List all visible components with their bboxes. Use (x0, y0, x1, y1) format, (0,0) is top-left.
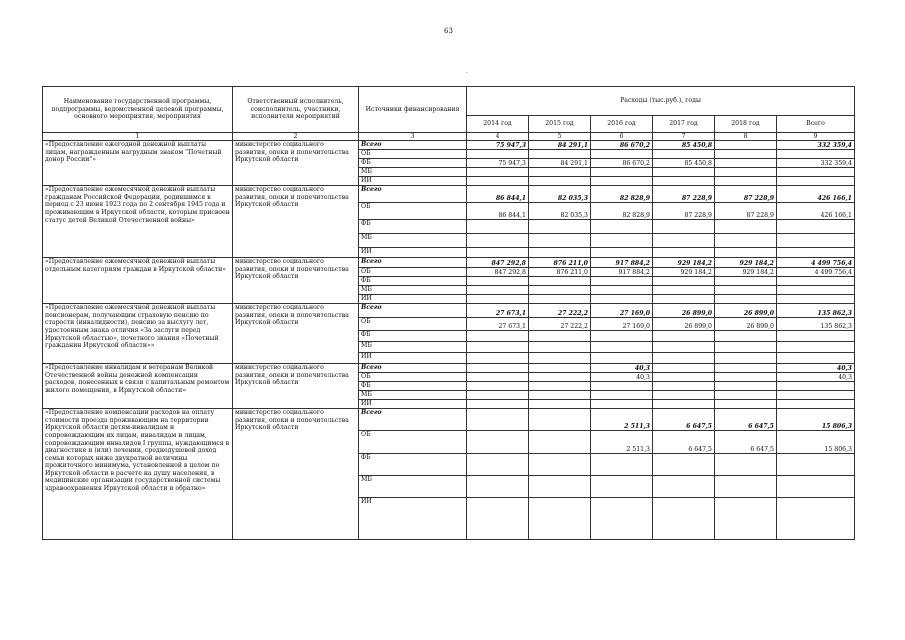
funding-source: МБ (359, 168, 467, 177)
amount-cell: 87 228,9 (653, 186, 715, 203)
amount-cell: 4 499 756,4 (777, 268, 855, 277)
amount-cell (591, 220, 653, 234)
amount-cell: 917 884,2 (591, 258, 653, 268)
amount-cell: 332 359,4 (777, 141, 855, 150)
amount-cell: 135 862,3 (777, 318, 855, 331)
amount-cell (591, 400, 653, 409)
funding-source: МБ (359, 234, 467, 248)
amount-cell (777, 331, 855, 342)
col-number: 3 (359, 133, 467, 141)
amount-cell (467, 373, 529, 382)
amount-cell: 40,3 (591, 373, 653, 382)
amount-cell (715, 373, 777, 382)
amount-cell: 876 211,0 (529, 268, 591, 277)
amount-cell (653, 150, 715, 159)
amount-cell: 6 647,5 (653, 431, 715, 454)
amount-cell: 15 806,3 (777, 431, 855, 454)
funding-source: ИИ (359, 400, 467, 409)
funding-source: ИИ (359, 177, 467, 186)
amount-cell (715, 168, 777, 177)
col-number: 2 (233, 133, 359, 141)
amount-cell (467, 353, 529, 364)
amount-cell (591, 286, 653, 295)
funding-source: ФБ (359, 382, 467, 391)
funding-source: ФБ (359, 331, 467, 342)
amount-cell (715, 234, 777, 248)
amount-cell: 75 947,3 (467, 159, 529, 168)
header-expenses: Расходы (тыс.руб.), годы (467, 87, 855, 116)
amount-cell: 847 292,8 (467, 268, 529, 277)
funding-source: ОБ (359, 150, 467, 159)
page-number: 63 (444, 27, 453, 35)
amount-cell (777, 286, 855, 295)
amount-cell (715, 141, 777, 150)
amount-cell (467, 498, 529, 540)
amount-cell (715, 382, 777, 391)
amount-cell (777, 400, 855, 409)
col-number: 1 (43, 133, 233, 141)
amount-cell (653, 295, 715, 304)
program-name: «Предоставление компенсации расходов на оплату стоимости проезда проживающим на территории Иркутской области детям-инвалидам и сопровождающим их лицам, инвалидам и лицам, сопровождающим инвалидов I группы, нуждающимся в диагностике и (или) лечении, среднедушевой доход семьи которых ниже двукратной величины прожиточного минимума, установленной в целом по Иркутской области в расчете на душу населения, в медицинские организации государственной системы здравоохранения Иркутской области и обратно» (43, 409, 233, 540)
amount-cell (715, 277, 777, 286)
amount-cell: 26 899,0 (715, 318, 777, 331)
amount-cell (529, 373, 591, 382)
amount-cell (529, 391, 591, 400)
amount-cell: 82 828,9 (591, 203, 653, 220)
program-name: «Предоставление ежемесячной денежной выплаты отдельным категориям граждан в Иркутской области» (43, 258, 233, 304)
table-row (43, 141, 855, 150)
amount-cell (591, 454, 653, 476)
amount-cell (529, 382, 591, 391)
amount-cell: 86 670,2 (591, 159, 653, 168)
amount-cell: 26 899,0 (715, 304, 777, 318)
amount-cell (715, 331, 777, 342)
amount-cell (653, 277, 715, 286)
amount-cell (529, 400, 591, 409)
amount-cell (529, 331, 591, 342)
funding-source: ИИ (359, 295, 467, 304)
amount-cell (653, 498, 715, 540)
amount-cell (715, 364, 777, 373)
amount-cell: 75 947,3 (467, 141, 529, 150)
amount-cell: 929 184,2 (715, 258, 777, 268)
amount-cell (591, 476, 653, 498)
amount-cell (467, 431, 529, 454)
amount-cell (529, 364, 591, 373)
amount-cell (529, 295, 591, 304)
amount-cell (653, 248, 715, 258)
funding-source: ИИ (359, 248, 467, 258)
amount-cell (529, 454, 591, 476)
amount-cell (715, 286, 777, 295)
header-source: Источники финансирования (359, 87, 467, 133)
funding-source: Всего (359, 409, 467, 431)
amount-cell: 82 035,3 (529, 203, 591, 220)
amount-cell (653, 177, 715, 186)
amount-cell (653, 331, 715, 342)
amount-cell (777, 168, 855, 177)
amount-cell: 929 184,2 (653, 268, 715, 277)
amount-cell (591, 168, 653, 177)
executor: министерство социального развития, опеки и попечительства Иркутской области (233, 304, 359, 364)
funding-source: ФБ (359, 220, 467, 234)
amount-cell: 426 166,1 (777, 186, 855, 203)
amount-cell: 87 228,9 (715, 186, 777, 203)
amount-cell: 82 828,9 (591, 186, 653, 203)
funding-source: Всего (359, 364, 467, 373)
amount-cell (467, 295, 529, 304)
amount-cell (529, 248, 591, 258)
col-number: 5 (529, 133, 591, 141)
amount-cell (715, 248, 777, 258)
amount-cell (591, 353, 653, 364)
year-header: 2015 год (529, 116, 591, 133)
amount-cell (777, 248, 855, 258)
amount-cell (777, 498, 855, 540)
amount-cell (591, 391, 653, 400)
amount-cell (777, 277, 855, 286)
table-row (43, 409, 855, 431)
amount-cell (467, 177, 529, 186)
scan-mark: · (466, 70, 468, 77)
amount-cell (715, 220, 777, 234)
amount-cell (653, 476, 715, 498)
funding-source: Всего (359, 186, 467, 203)
col-number: 4 (467, 133, 529, 141)
amount-cell (653, 286, 715, 295)
amount-cell (529, 409, 591, 431)
amount-cell (715, 353, 777, 364)
amount-cell (653, 400, 715, 409)
funding-source: ОБ (359, 268, 467, 277)
column-number-row (43, 133, 855, 141)
executor: министерство социального развития, опеки и попечительства Иркутской области (233, 409, 359, 540)
amount-cell: 82 035,3 (529, 186, 591, 203)
program-name: «Предоставление ежемесячной денежной выплаты гражданам Российской Федерации, родившимся в период с 23 июня 1923 года по 2 сентября 1945 года и проживающим в Иркутской области, которым присвоен статус детей Великой Отечественной войны» (43, 186, 233, 258)
amount-cell (777, 476, 855, 498)
amount-cell (467, 286, 529, 295)
amount-cell (591, 248, 653, 258)
amount-cell: 27 169,0 (591, 318, 653, 331)
amount-cell (529, 353, 591, 364)
executor: министерство социального развития, опеки и попечительства Иркутской области (233, 141, 359, 186)
funding-source: МБ (359, 476, 467, 498)
amount-cell (467, 248, 529, 258)
amount-cell: 847 292,8 (467, 258, 529, 268)
year-header: 2017 год (653, 116, 715, 133)
amount-cell (529, 150, 591, 159)
col-number: 8 (715, 133, 777, 141)
amount-cell (467, 409, 529, 431)
col-number: 9 (777, 133, 855, 141)
amount-cell: 84 291,1 (529, 159, 591, 168)
amount-cell (529, 286, 591, 295)
program-name: «Предоставление ежегодной денежной выплаты лицам, награжденным нагрудным знаком "Почетный донор России"» (43, 141, 233, 186)
amount-cell: 2 511,3 (591, 431, 653, 454)
amount-cell (777, 391, 855, 400)
amount-cell (467, 400, 529, 409)
header-executor: Ответственный исполнитель, соисполнитель, участники, исполнители мероприятий (233, 87, 359, 133)
amount-cell: 27 673,1 (467, 318, 529, 331)
year-header: 2018 год (715, 116, 777, 133)
amount-cell: 85 450,8 (653, 141, 715, 150)
amount-cell (467, 476, 529, 498)
expenses-table (42, 86, 855, 540)
amount-cell (529, 220, 591, 234)
amount-cell: 86 844,1 (467, 186, 529, 203)
amount-cell: 332 359,4 (777, 159, 855, 168)
amount-cell (777, 454, 855, 476)
amount-cell: 6 647,5 (715, 431, 777, 454)
amount-cell: 84 291,1 (529, 141, 591, 150)
executor: министерство социального развития, опеки и попечительства Иркутской области (233, 258, 359, 304)
program-name: «Предоставление ежемесячной денежной выплаты пенсионерам, получающим страховую пенсию по старости (инвалидности), пенсию за выслугу лет, удостоенным знака отличия «За заслуги перед Иркутской областью», почетного звания «Почетный гражданин Иркутской области»» (43, 304, 233, 364)
funding-source: ОБ (359, 373, 467, 382)
amount-cell (653, 391, 715, 400)
amount-cell (591, 331, 653, 342)
funding-source: ОБ (359, 431, 467, 454)
amount-cell (529, 234, 591, 248)
amount-cell (777, 234, 855, 248)
amount-cell (467, 331, 529, 342)
amount-cell (715, 391, 777, 400)
amount-cell (777, 353, 855, 364)
amount-cell: 135 862,3 (777, 304, 855, 318)
amount-cell (715, 177, 777, 186)
amount-cell (467, 364, 529, 373)
funding-source: ИИ (359, 498, 467, 540)
amount-cell (653, 168, 715, 177)
amount-cell: 929 184,2 (653, 258, 715, 268)
amount-cell (653, 234, 715, 248)
amount-cell (653, 353, 715, 364)
funding-source: ФБ (359, 159, 467, 168)
amount-cell: 87 228,9 (715, 203, 777, 220)
amount-cell (715, 295, 777, 304)
table-row (43, 304, 855, 318)
amount-cell: 6 647,5 (653, 409, 715, 431)
amount-cell (529, 177, 591, 186)
total-header: Всего (777, 116, 855, 133)
amount-cell (467, 220, 529, 234)
amount-cell: 40,3 (591, 364, 653, 373)
amount-cell: 27 222,2 (529, 304, 591, 318)
amount-cell (467, 277, 529, 286)
amount-cell: 917 884,2 (591, 268, 653, 277)
amount-cell (715, 150, 777, 159)
funding-source: Всего (359, 141, 467, 150)
amount-cell: 876 211,0 (529, 258, 591, 268)
amount-cell: 86 844,1 (467, 203, 529, 220)
amount-cell: 15 806,3 (777, 409, 855, 431)
amount-cell: 6 647,5 (715, 409, 777, 431)
amount-cell: 27 169,0 (591, 304, 653, 318)
amount-cell (653, 373, 715, 382)
table-row (43, 364, 855, 373)
amount-cell (529, 431, 591, 454)
amount-cell (777, 220, 855, 234)
amount-cell (591, 234, 653, 248)
funding-source: МБ (359, 286, 467, 295)
funding-source: ОБ (359, 318, 467, 331)
amount-cell (467, 342, 529, 353)
amount-cell (467, 391, 529, 400)
program-name: «Предоставление инвалидам и ветеранам Великой Отечественной войны денежной компенсации расходов, понесенных в связи с капитальным ремонтом жилого помещения, в Иркутской области» (43, 364, 233, 409)
funding-source: ОБ (359, 203, 467, 220)
amount-cell (467, 454, 529, 476)
amount-cell (777, 382, 855, 391)
amount-cell (715, 400, 777, 409)
amount-cell (591, 342, 653, 353)
amount-cell (529, 342, 591, 353)
amount-cell (777, 342, 855, 353)
amount-cell (529, 476, 591, 498)
amount-cell (777, 150, 855, 159)
amount-cell (777, 295, 855, 304)
amount-cell (467, 168, 529, 177)
amount-cell (467, 382, 529, 391)
amount-cell: 26 899,0 (653, 318, 715, 331)
amount-cell (715, 159, 777, 168)
amount-cell: 26 899,0 (653, 304, 715, 318)
year-header: 2016 год (591, 116, 653, 133)
funding-source: ИИ (359, 353, 467, 364)
amount-cell (653, 364, 715, 373)
col-number: 6 (591, 133, 653, 141)
amount-cell: 86 670,2 (591, 141, 653, 150)
amount-cell (591, 177, 653, 186)
amount-cell: 27 222,2 (529, 318, 591, 331)
amount-cell: 85 450,8 (653, 159, 715, 168)
amount-cell (591, 498, 653, 540)
funding-source: ФБ (359, 454, 467, 476)
amount-cell (653, 220, 715, 234)
amount-cell (529, 498, 591, 540)
amount-cell (467, 150, 529, 159)
amount-cell (653, 382, 715, 391)
header-name: Наименование государственной программы, подпрограммы, ведомственной целевой программы, основного мероприятия, мероприятия (43, 87, 233, 133)
amount-cell: 426 166,1 (777, 203, 855, 220)
amount-cell (591, 295, 653, 304)
amount-cell: 2 511,3 (591, 409, 653, 431)
amount-cell: 27 673,1 (467, 304, 529, 318)
funding-source: МБ (359, 391, 467, 400)
amount-cell (591, 150, 653, 159)
amount-cell (715, 342, 777, 353)
executor: министерство социального развития, опеки и попечительства Иркутской области (233, 186, 359, 258)
col-number: 7 (653, 133, 715, 141)
table-body (43, 141, 855, 540)
executor: министерство социального развития, опеки и попечительства Иркутской области (233, 364, 359, 409)
table-row (43, 258, 855, 268)
amount-cell (715, 476, 777, 498)
amount-cell: 87 228,9 (653, 203, 715, 220)
funding-source: Всего (359, 304, 467, 318)
amount-cell: 40,3 (777, 373, 855, 382)
amount-cell (653, 342, 715, 353)
amount-cell (529, 277, 591, 286)
amount-cell (467, 234, 529, 248)
amount-cell (653, 454, 715, 476)
amount-cell: 929 184,2 (715, 268, 777, 277)
year-header: 2014 год (467, 116, 529, 133)
amount-cell (591, 277, 653, 286)
amount-cell: 4 499 756,4 (777, 258, 855, 268)
funding-source: Всего (359, 258, 467, 268)
amount-cell (591, 382, 653, 391)
table-row (43, 186, 855, 203)
amount-cell (715, 454, 777, 476)
amount-cell: 40,3 (777, 364, 855, 373)
amount-cell (715, 498, 777, 540)
funding-source: МБ (359, 342, 467, 353)
amount-cell (529, 168, 591, 177)
funding-source: ФБ (359, 277, 467, 286)
amount-cell (777, 177, 855, 186)
